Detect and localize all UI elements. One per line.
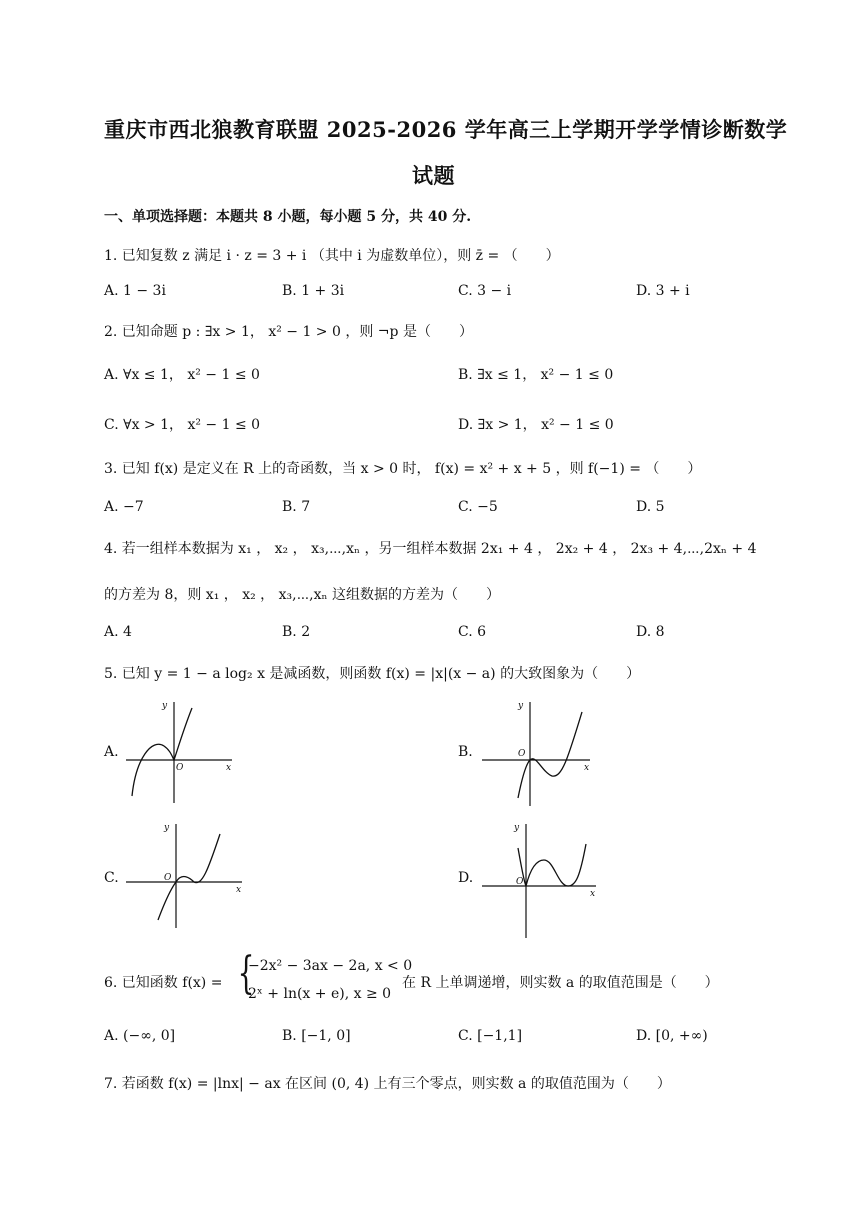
q2-option-a[interactable]: A. ∀x ≤ 1， x² − 1 ≤ 0	[104, 367, 260, 383]
q5-graph-d[interactable]	[478, 820, 608, 940]
question-1-stem: 1. 已知复数 z 满足 i · z = 3 + i （其中 i 为虚数单位），则 z̄ = （ ）	[104, 248, 560, 264]
y-axis-label: y	[164, 823, 170, 833]
curve	[518, 712, 582, 798]
origin-label: O	[164, 873, 172, 883]
q6-case-1: −2x² − 3ax − 2a, x < 0	[248, 958, 413, 974]
q1-option-b[interactable]: B. 1 + 3i	[282, 283, 345, 299]
q2-option-d[interactable]: D. ∃x > 1， x² − 1 ≤ 0	[458, 417, 614, 433]
section-heading: 一、单项选择题：本题共 8 小题，每小题 5 分，共 40 分.	[104, 209, 472, 225]
page-title-line2: 试题	[412, 163, 455, 188]
question-5-stem: 5. 已知 y = 1 − a log₂ x 是减函数，则函数 f(x) = |x|(x − a) 的大致图象为（ ）	[104, 666, 641, 682]
q5-graph-a[interactable]	[122, 698, 242, 808]
q4-option-c[interactable]: C. 6	[458, 624, 487, 640]
x-axis-label: x	[236, 885, 242, 895]
q4-option-d[interactable]: D. 8	[636, 624, 665, 640]
q2-option-b[interactable]: B. ∃x ≤ 1， x² − 1 ≤ 0	[458, 367, 614, 383]
q6-case-2: 2ˣ + ln(x + e), x ≥ 0	[248, 986, 392, 1002]
q6-option-c[interactable]: C. [−1,1]	[458, 1028, 523, 1044]
q1-option-a[interactable]: A. 1 − 3i	[104, 283, 166, 299]
question-3-stem: 3. 已知 f(x) 是定义在 R 上的奇函数，当 x > 0 时， f(x) = x² + x + 5 ，则 f(−1) = （ ）	[104, 461, 702, 477]
page-title-line1: 重庆市西北狼教育联盟 2025-2026 学年高三上学期开学学情诊断数学	[104, 117, 788, 142]
q3-option-c[interactable]: C. −5	[458, 499, 498, 515]
curve	[132, 708, 192, 796]
question-6-suffix: 在 R 上单调递增，则实数 a 的取值范围是（ ）	[402, 975, 719, 991]
question-7-stem: 7. 若函数 f(x) = |lnx| − ax 在区间 (0, 4) 上有三个零点，则实数 a 的取值范围为（ ）	[104, 1076, 671, 1092]
curve	[518, 844, 586, 886]
x-axis-label: x	[226, 763, 232, 773]
q6-option-a[interactable]: A. (−∞, 0]	[104, 1028, 176, 1044]
q5-option-b-label[interactable]: B.	[458, 744, 473, 760]
q3-option-b[interactable]: B. 7	[282, 499, 311, 515]
y-axis-label: y	[518, 701, 524, 711]
question-6-prefix: 6. 已知函数 f(x) =	[104, 975, 223, 991]
y-axis-label: y	[162, 701, 168, 711]
question-4-stem-line2: 的方差为 8，则 x₁ ， x₂ ， x₃,⋯,xₙ 这组数据的方差为（ ）	[104, 587, 501, 603]
origin-label: O	[176, 763, 184, 773]
q1-option-d[interactable]: D. 3 + i	[636, 283, 690, 299]
q3-option-a[interactable]: A. −7	[104, 499, 144, 515]
q6-option-b[interactable]: B. [−1, 0]	[282, 1028, 351, 1044]
question-2-stem: 2. 已知命题 p : ∃x > 1， x² − 1 > 0 ，则 ¬p 是（ ）	[104, 324, 473, 340]
q5-graph-b[interactable]	[478, 698, 598, 808]
q4-option-b[interactable]: B. 2	[282, 624, 311, 640]
origin-label: O	[518, 749, 526, 759]
x-axis-label: x	[584, 763, 590, 773]
question-4-stem-line1: 4. 若一组样本数据为 x₁ ， x₂ ， x₃,⋯,xₙ ，另一组样本数据 2x₁ + 4 ， 2x₂ + 4 ， 2x₃ + 4,⋯,2xₙ + 4	[104, 541, 757, 557]
origin-label: O	[516, 877, 524, 887]
q3-option-d[interactable]: D. 5	[636, 499, 665, 515]
q5-option-a-label[interactable]: A.	[104, 744, 119, 760]
y-axis-label: y	[514, 823, 520, 833]
piecewise-brace: {	[237, 948, 255, 999]
q1-option-c[interactable]: C. 3 − i	[458, 283, 512, 299]
q5-option-d-label[interactable]: D.	[458, 870, 474, 886]
q5-option-c-label[interactable]: C.	[104, 870, 119, 886]
q2-option-c[interactable]: C. ∀x > 1， x² − 1 ≤ 0	[104, 417, 261, 433]
q6-option-d[interactable]: D. [0, +∞)	[636, 1028, 708, 1044]
q4-option-a[interactable]: A. 4	[104, 624, 132, 640]
q5-graph-c[interactable]	[122, 820, 252, 930]
x-axis-label: x	[590, 889, 596, 899]
